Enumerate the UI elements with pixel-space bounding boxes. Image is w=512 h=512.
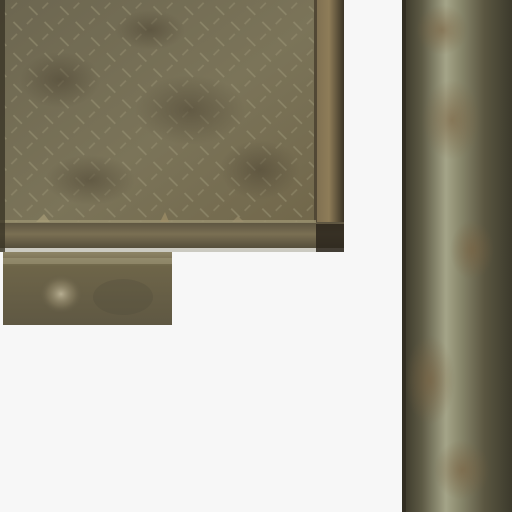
diamond-plate-graphic <box>0 0 344 252</box>
metal-edge-strip <box>3 252 172 325</box>
edge-strip-graphic <box>3 252 172 325</box>
metal-pipe-column <box>402 0 512 512</box>
diamond-plate-panel <box>0 0 344 252</box>
pipe-graphic <box>402 0 512 512</box>
